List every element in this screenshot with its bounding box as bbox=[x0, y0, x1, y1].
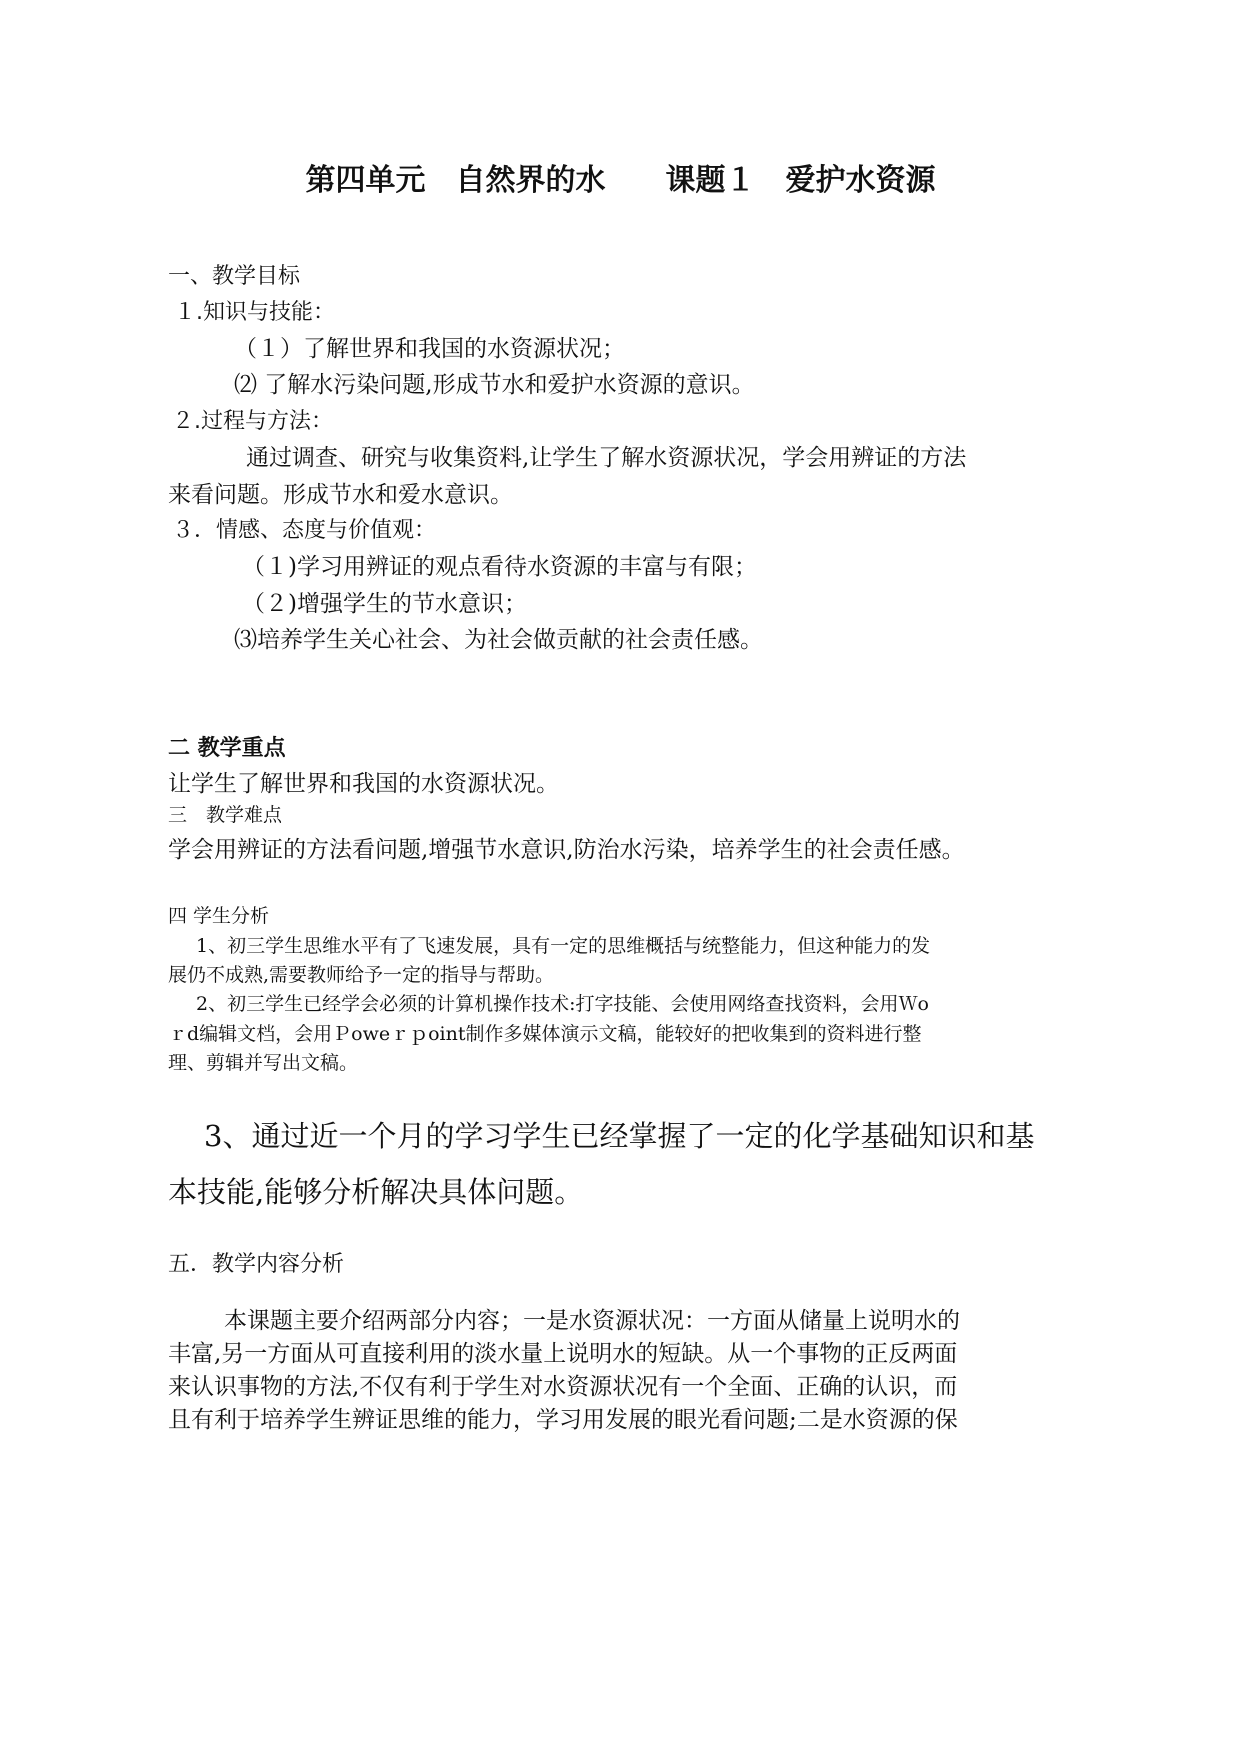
section-1-sub3-item-3: ⑶培养学生关心社会、为社会做贡献的社会责任感。 bbox=[234, 627, 763, 653]
section-5-line-4: 且有利于培养学生辨证思维的能力，学习用发展的眼光看问题;二是水资源的保 bbox=[168, 1407, 958, 1433]
section-4-p3-line-1: 3、通过近一个月的学习学生已经掌握了一定的化学基础知识和基 bbox=[204, 1119, 1035, 1153]
section-1-sub2-para-line-1: 通过调查、研究与收集资料,让学生了解水资源状况，学会用辨证的方法 bbox=[246, 445, 967, 471]
section-4-p1-line-2: 展仍不成熟,需要教师给予一定的指导与帮助。 bbox=[168, 964, 555, 986]
section-4-p2-line-3: 理、剪辑并写出文稿。 bbox=[168, 1052, 359, 1074]
section-5-line-1: 本课题主要介绍两部分内容；一是水资源状况：一方面从储量上说明水的 bbox=[224, 1308, 960, 1334]
section-4-p2-line-2: ｒd编辑文档，会用Ｐoweｒｐoint制作多媒体演示文稿，能较好的把收集到的资料进行整 bbox=[168, 1023, 922, 1045]
section-1-heading: 一、教学目标 bbox=[168, 264, 301, 289]
section-4-heading: 四 学生分析 bbox=[168, 905, 270, 927]
section-3-text: 学会用辨证的方法看问题,增强节水意识,防治水污染，培养学生的社会责任感。 bbox=[168, 837, 965, 863]
section-5-line-2: 丰富,另一方面从可直接利用的淡水量上说明水的短缺。从一个事物的正反两面 bbox=[168, 1341, 958, 1367]
section-1-sub3-item-1: （１)学习用辨证的观点看待水资源的丰富与有限； bbox=[242, 554, 757, 580]
section-4-p3-line-2: 本技能,能够分析解决具体问题。 bbox=[168, 1175, 584, 1209]
document-title: 第四单元 自然界的水 课题１ 爱护水资源 bbox=[305, 163, 936, 198]
section-1-sub1-heading: １.知识与技能： bbox=[174, 300, 335, 325]
section-1-sub3-heading: ３．情感、态度与价值观： bbox=[172, 518, 437, 543]
section-1-sub3-item-2: （２)增强学生的节水意识； bbox=[242, 591, 527, 617]
section-2-text: 让学生了解世界和我国的水资源状况。 bbox=[168, 771, 559, 797]
section-5-line-3: 来认识事物的方法,不仅有利于学生对水资源状况有一个全面、正确的认识，而 bbox=[168, 1374, 958, 1400]
section-1-sub1-item-1: （１）了解世界和我国的水资源状况； bbox=[234, 336, 625, 362]
section-1-sub1-item-2: ⑵ 了解水污染问题,形成节水和爱护水资源的意识。 bbox=[234, 372, 755, 398]
section-5-heading: 五．教学内容分析 bbox=[168, 1252, 345, 1277]
section-1-sub2-para-line-2: 来看问题。形成节水和爱水意识。 bbox=[168, 482, 513, 508]
section-4-p1-line-1: 1、初三学生思维水平有了飞速发展，具有一定的思维概括与统整能力，但这种能力的发 bbox=[196, 935, 931, 957]
section-2-heading: 二 教学重点 bbox=[168, 736, 286, 761]
section-1-sub2-heading: ２.过程与方法： bbox=[172, 409, 333, 434]
section-4-p2-line-1: 2、初三学生已经学会必须的计算机操作技术:打字技能、会使用网络查找资料，会用Ｗo bbox=[196, 993, 929, 1015]
section-3-heading: 三 教学难点 bbox=[168, 804, 283, 826]
